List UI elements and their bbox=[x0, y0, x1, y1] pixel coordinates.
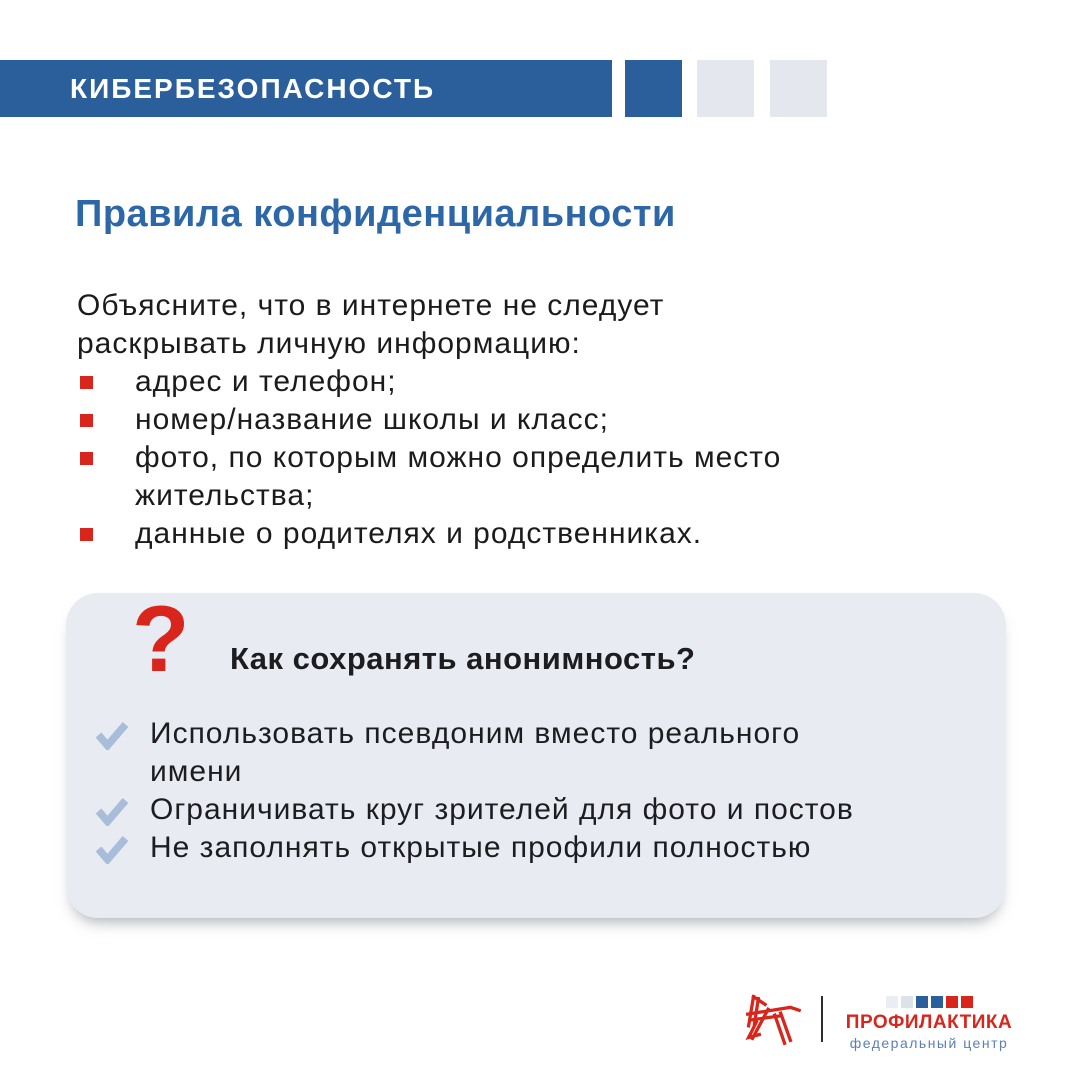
profilaktika-logo-mark-icon bbox=[736, 986, 804, 1052]
privacy-bullet-list bbox=[80, 363, 781, 553]
card-title: Как сохранять анонимность? bbox=[230, 641, 696, 676]
flag-square bbox=[916, 996, 928, 1008]
check-line: имени bbox=[150, 755, 243, 788]
logo-title: ПРОФИЛАКТИКА bbox=[845, 1012, 1013, 1033]
bullet-square-icon bbox=[80, 528, 93, 541]
footer-divider bbox=[821, 996, 823, 1042]
checkmark-icon bbox=[94, 796, 130, 826]
anonymity-card bbox=[66, 586, 1006, 918]
flag-square bbox=[901, 996, 913, 1008]
header-square-gray-2 bbox=[770, 60, 827, 117]
bullet-line: жительства; bbox=[135, 479, 315, 512]
intro-line: раскрывать личную информацию: bbox=[77, 327, 581, 360]
header-square-blue bbox=[625, 60, 682, 117]
checkmark-icon bbox=[94, 834, 130, 864]
anonymity-check-list bbox=[94, 715, 974, 867]
header-title: КИБЕРБЕЗОПАСНОСТЬ bbox=[70, 72, 436, 104]
list-item bbox=[94, 829, 974, 867]
list-item bbox=[80, 363, 781, 401]
flag-square bbox=[886, 996, 898, 1008]
flag-square bbox=[961, 996, 973, 1008]
bullet-line: адрес и телефон; bbox=[135, 365, 397, 398]
list-item bbox=[94, 715, 974, 791]
check-line: Ограничивать круг зрителей для фото и постов bbox=[150, 793, 854, 826]
header-bar bbox=[0, 60, 612, 117]
bullet-line: фото, по которым можно определить место bbox=[135, 441, 782, 474]
bullet-square-icon bbox=[80, 452, 93, 465]
intro-text bbox=[77, 287, 664, 363]
bullet-line: номер/название школы и класс; bbox=[135, 403, 609, 436]
bullet-square-icon bbox=[80, 376, 93, 389]
logo-subtitle: федеральный центр bbox=[849, 1035, 1009, 1051]
question-mark-icon: ? bbox=[132, 586, 190, 691]
list-item bbox=[80, 515, 781, 553]
page-title: Правила конфиденциальности bbox=[75, 193, 676, 235]
list-item bbox=[80, 439, 781, 515]
checkmark-icon bbox=[94, 720, 130, 750]
check-line: Использовать псевдоним вместо реального bbox=[150, 717, 801, 750]
list-item bbox=[80, 401, 781, 439]
check-line: Не заполнять открытые профили полностью bbox=[150, 831, 812, 864]
bullet-square-icon bbox=[80, 414, 93, 427]
flag-square bbox=[946, 996, 958, 1008]
logo-flag-squares bbox=[843, 996, 1015, 1008]
bullet-line: данные о родителях и родственниках. bbox=[135, 517, 703, 550]
header-square-gray-1 bbox=[697, 60, 754, 117]
profilaktika-logo bbox=[843, 996, 1015, 1051]
intro-line: Объясните, что в интернете не следует bbox=[77, 289, 665, 322]
flag-square bbox=[931, 996, 943, 1008]
list-item bbox=[94, 791, 974, 829]
